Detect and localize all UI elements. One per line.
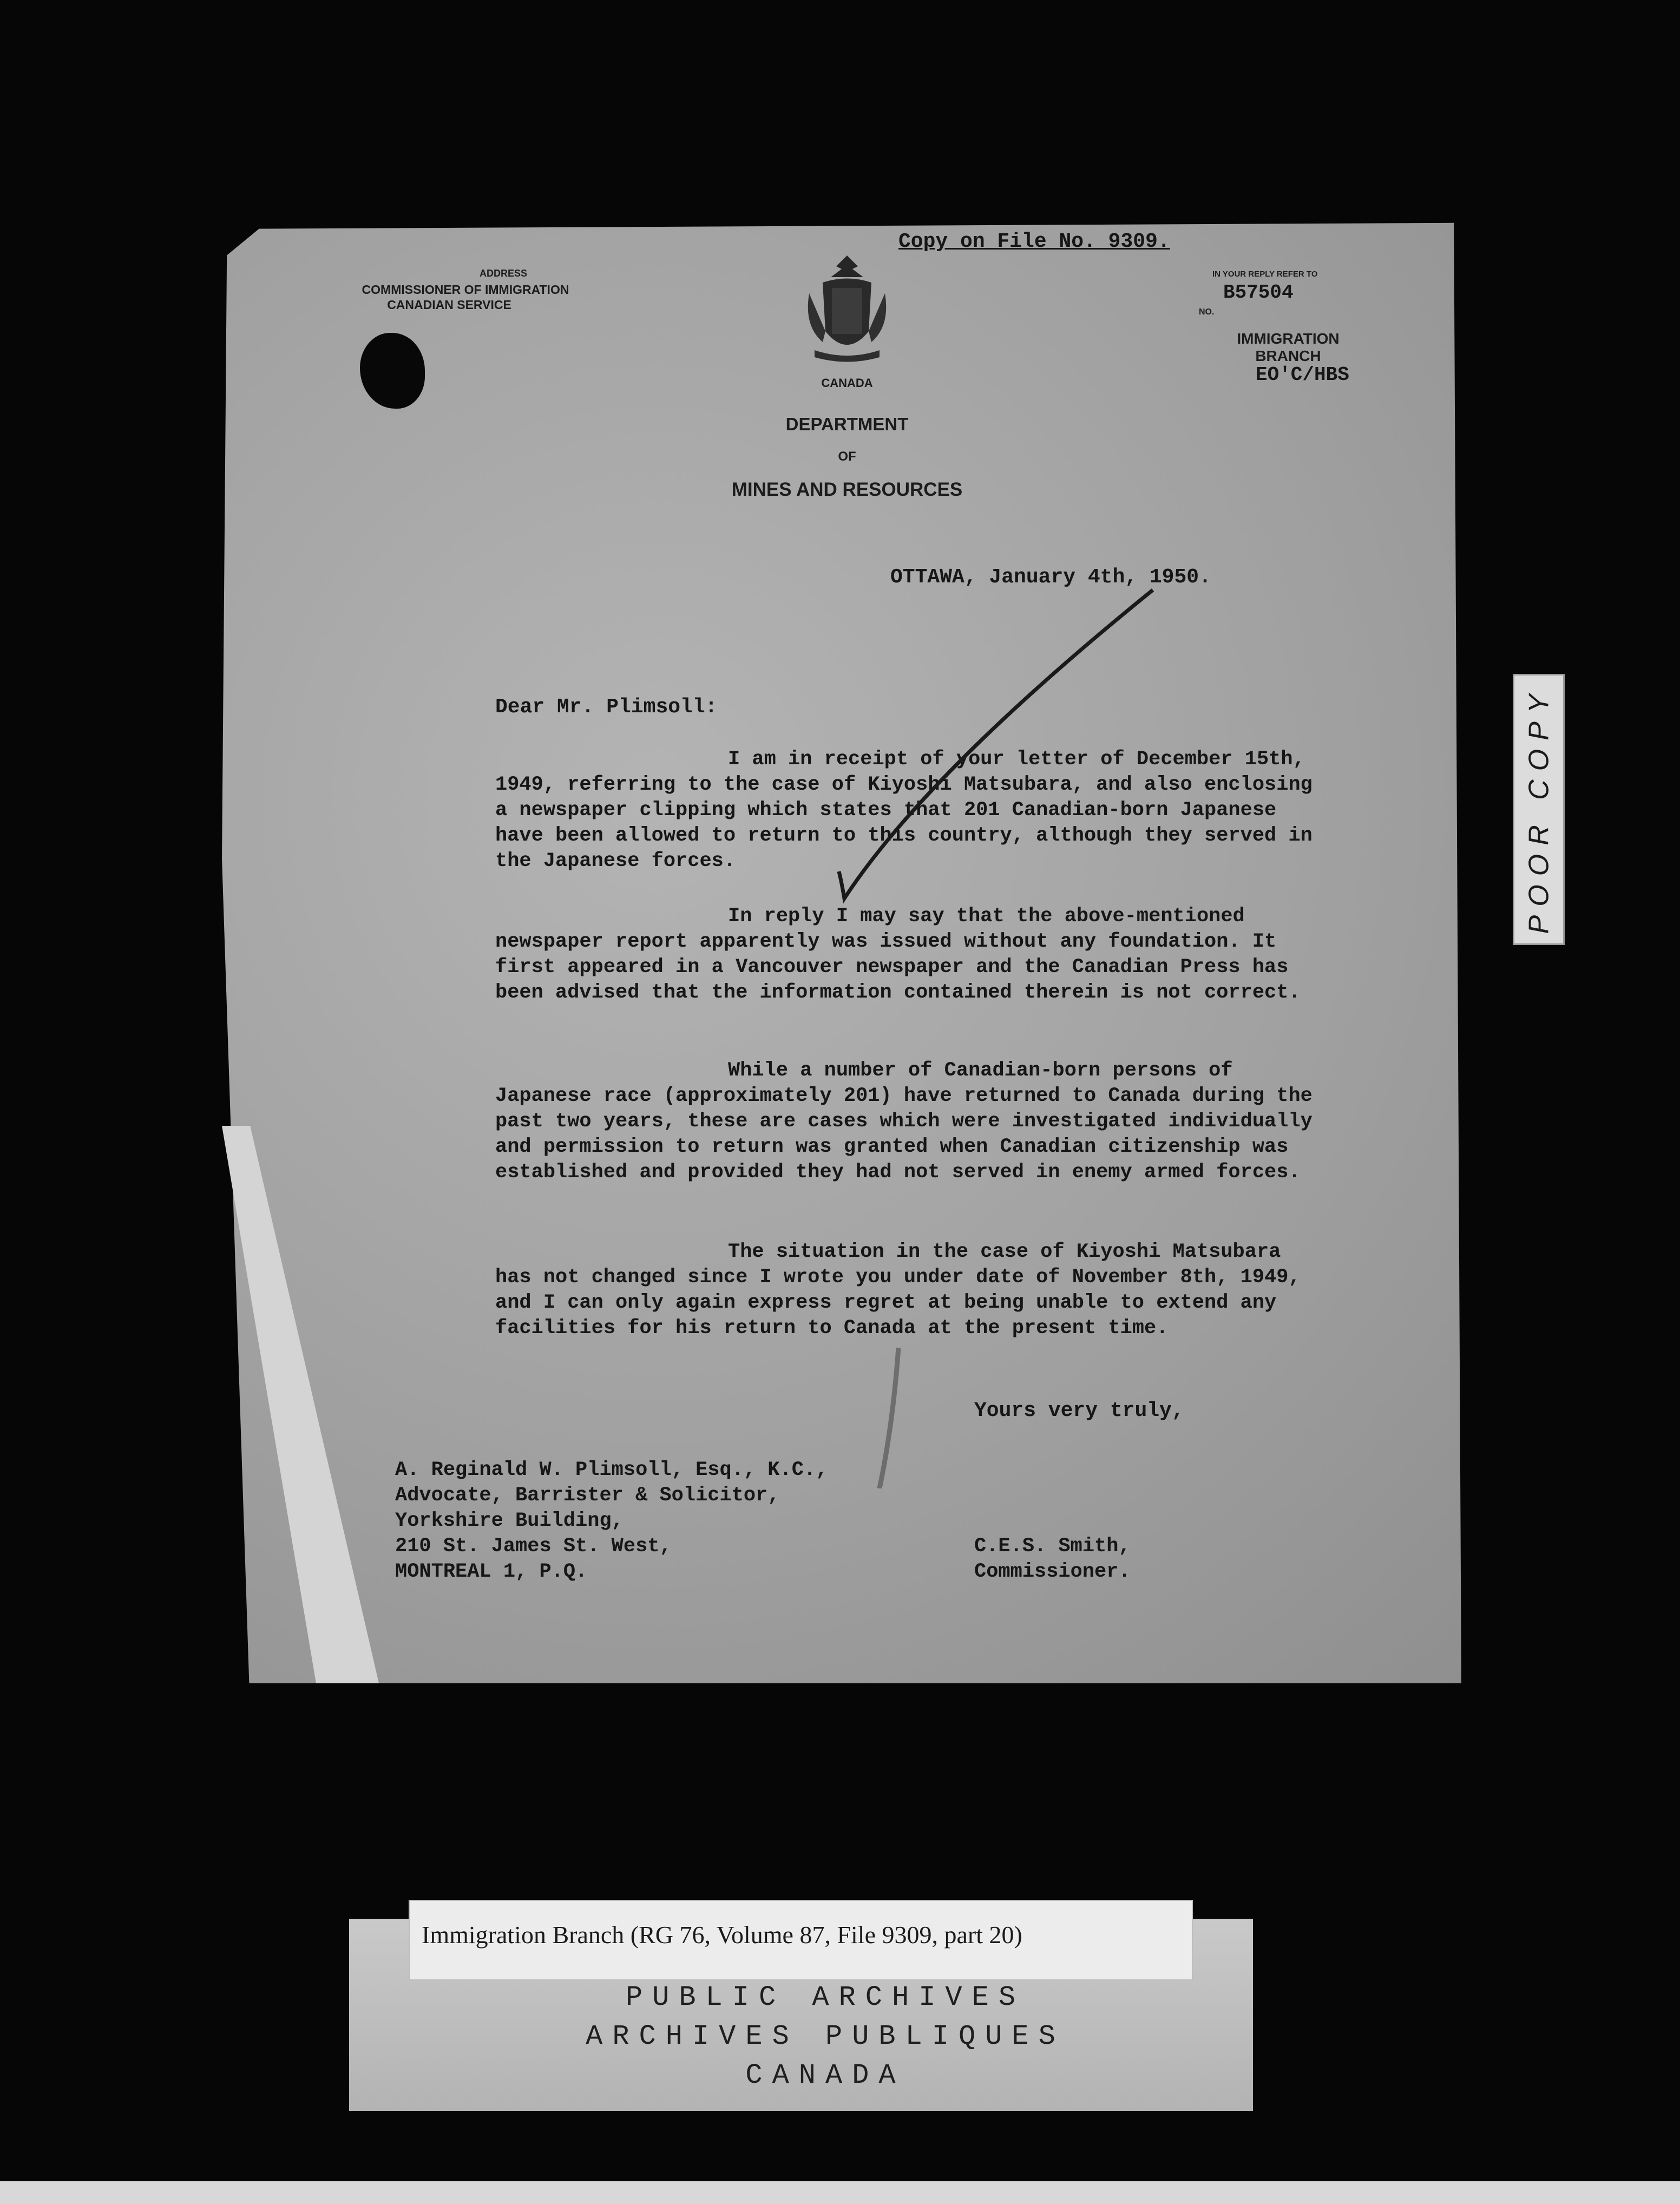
body-paragraph: The situation in the case of Kiyoshi Matsubara has not changed since I wrote you under date of November 8th, 1949, and I can only again express regret at being unable to extend any facilities for his return to Canada at the present time. <box>495 1241 1301 1340</box>
dateline: OTTAWA, January 4th, 1950. <box>890 566 1211 589</box>
archive-stamp-line: ARCHIVES PUBLIQUES <box>586 2021 1065 2052</box>
addressee-line: Yorkshire Building, <box>395 1510 624 1532</box>
addressee-line: A. Reginald W. Plimsoll, Esq., K.C., <box>395 1459 828 1481</box>
coat-of-arms-icon <box>798 250 896 369</box>
addressee-line: 210 St. James St. West, <box>395 1535 672 1558</box>
department-title: DEPARTMENT <box>785 414 909 434</box>
reference-number: B57504 <box>1223 281 1294 304</box>
body-paragraph: I am in receipt of your letter of December 15th, 1949, referring to the case of Kiyoshi Matsubara, and also enclosing a newspaper clipping which states that 201 Canadian-born Japanese have been allowed to return to this country, although they served in the Japanese forces. <box>495 748 1312 873</box>
signatory-name: C.E.S. Smith, <box>974 1535 1131 1558</box>
archive-file-text: Immigration Branch (RG 76, Volume 87, File 9309, part 20) <box>422 1921 1022 1949</box>
salutation: Dear Mr. Plimsoll: <box>495 696 718 719</box>
closing: Yours very truly, <box>974 1399 1184 1422</box>
department-of: OF <box>838 449 856 464</box>
no-label: NO. <box>1199 307 1215 317</box>
check-mark-icon <box>828 579 1174 1488</box>
copy-on-file: Copy on File No. 9309. <box>898 230 1170 253</box>
address-commissioner: COMMISSIONER OF IMMIGRATION <box>362 283 569 297</box>
archive-file-label <box>409 1900 1193 1980</box>
crest-caption: CANADA <box>821 376 873 390</box>
body-paragraph: While a number of Canadian-born persons of Japanese race (approximately 201) have returned to Canada during the past two years, these are cases which were investigated individually and permission to return was granted when Canadian citizenship was established and provided they had not served in enemy armed forces. <box>495 1059 1312 1184</box>
addressee-line: MONTREAL 1, P.Q. <box>395 1560 588 1583</box>
typist-initials: EO'C/HBS <box>1256 364 1349 386</box>
archive-stamp-line: PUBLIC ARCHIVES <box>625 1982 1026 2013</box>
film-edge <box>0 2181 1680 2204</box>
addressee-line: Advocate, Barrister & Solicitor, <box>395 1484 780 1507</box>
poor-copy-text: POOR COPY <box>1523 685 1555 934</box>
reply-refer-label: IN YOUR REPLY REFER TO <box>1212 270 1318 279</box>
archive-stamp <box>487 1978 1164 2095</box>
signatory-title: Commissioner. <box>974 1560 1131 1583</box>
branch-label: BRANCH <box>1255 347 1321 364</box>
immigration-label: IMMIGRATION <box>1237 330 1340 347</box>
address-service: CANADIAN SERVICE <box>387 298 511 312</box>
body-paragraph: In reply I may say that the above-mentioned newspaper report apparently was issued without any foundation. It first appeared in a Vancouver newspaper and the Canadian Press has been advised that the information contained therein is not correct. <box>495 905 1301 1004</box>
department-name: MINES AND RESOURCES <box>731 479 963 500</box>
poor-copy-tag <box>1513 674 1565 945</box>
address-label: ADDRESS <box>479 268 527 279</box>
archive-stamp-line: CANADA <box>745 2059 905 2091</box>
